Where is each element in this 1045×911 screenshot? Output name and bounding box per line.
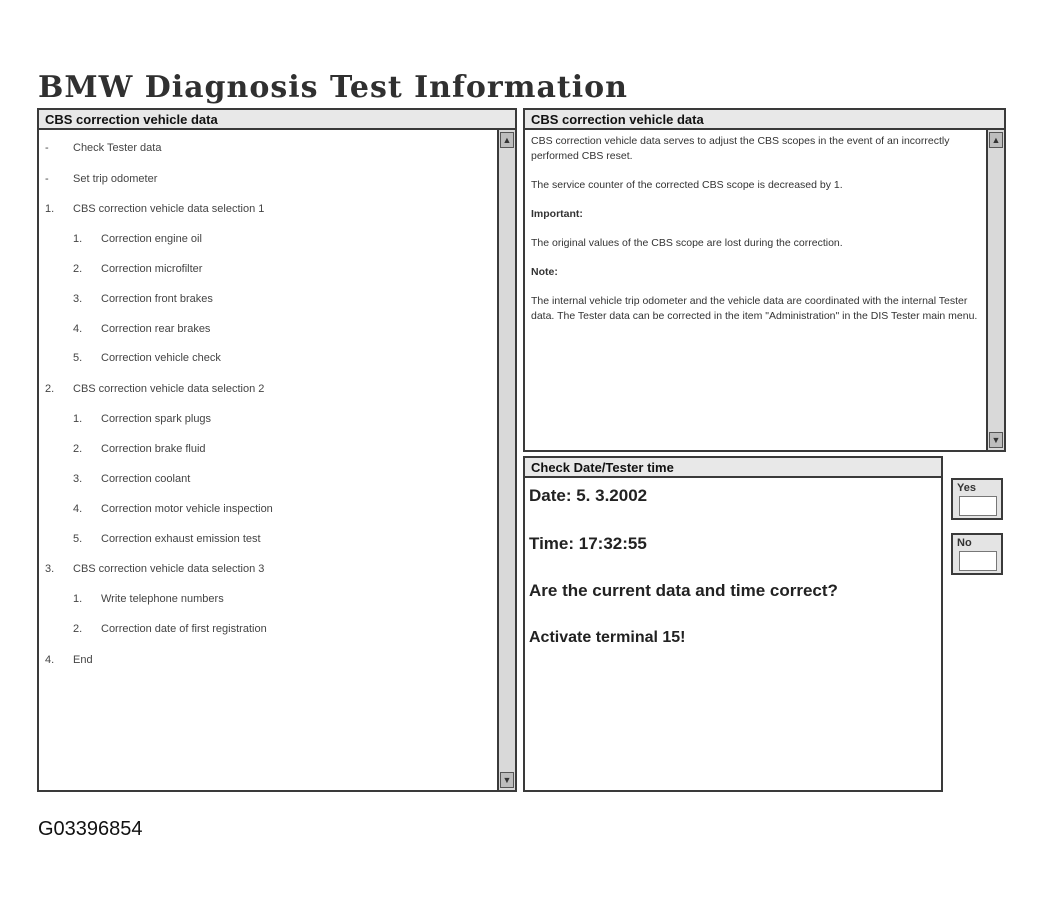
menu-item-label: End [73,654,93,666]
info-paragraph: The service counter of the corrected CBS scope is decreased by 1. [531,179,843,191]
menu-item[interactable]: 4. Correction rear brakes [73,323,211,335]
info-paragraph: CBS correction vehicle data serves to adjust the CBS scopes in the event of an incorrectly performed CBS reset. [531,135,950,162]
menu-item-label: Correction vehicle check [101,352,221,364]
scroll-up-button[interactable]: ▲ [989,132,1003,148]
menu-item-label: Correction microfilter [101,263,203,275]
menu-item-label: CBS correction vehicle data selection 3 [73,563,265,575]
menu-item[interactable]: 1. Write telephone numbers [73,593,224,605]
menu-item[interactable]: - Check Tester data [45,142,162,154]
menu-item[interactable]: 4. Correction motor vehicle inspection [73,503,273,515]
left-panel-scrollbar[interactable] [497,130,515,790]
scroll-down-button[interactable]: ▼ [989,432,1003,448]
menu-item-label: Correction spark plugs [101,413,212,425]
menu-item[interactable]: 2. Correction date of first registration [73,623,267,635]
no-button[interactable] [951,533,1003,575]
yes-button-label: Yes [957,482,976,494]
menu-item[interactable]: 5. Correction vehicle check [73,352,221,364]
terminal-instruction: Activate terminal 15! [529,629,686,646]
menu-item-label: Correction motor vehicle inspection [101,503,273,515]
menu-item[interactable]: 4. End [45,654,93,666]
scroll-up-button[interactable]: ▲ [500,132,514,148]
no-button-label: No [957,537,972,549]
menu-item-label: Check Tester data [73,142,162,154]
figure-code: G03396854 [38,818,143,840]
confirmation-question: Are the current data and time correct? [529,581,838,600]
scroll-down-button[interactable]: ▼ [500,772,514,788]
menu-item-label: Write telephone numbers [101,593,224,605]
left-panel-header: CBS correction vehicle data [37,108,517,130]
menu-item-label: Correction engine oil [101,233,202,245]
important-label: Important: [531,208,583,220]
yes-button[interactable] [951,478,1003,520]
menu-item-label: Correction brake fluid [101,443,206,455]
dialog-panel-header: Check Date/Tester time [523,456,943,478]
menu-item[interactable]: 1. Correction engine oil [73,233,202,245]
menu-item[interactable]: 3. CBS correction vehicle data selection 3 [45,563,265,575]
info-panel [523,128,1006,452]
menu-item-label: Correction exhaust emission test [101,533,261,545]
info-paragraph: The internal vehicle trip odometer and the vehicle data are coordinated with the internal Tester data. The Tester data can be corrected in the item "Administration" in the DIS Tester main menu. [531,295,978,322]
menu-item-label: Correction coolant [101,473,191,485]
menu-item[interactable]: 2. Correction brake fluid [73,443,206,455]
date-display: Date: 5. 3.2002 [529,486,648,505]
note-label: Note: [531,266,558,278]
menu-item[interactable]: 3. Correction front brakes [73,293,213,305]
menu-item[interactable]: 1. CBS correction vehicle data selection 1 [45,203,265,215]
dialog-panel [523,476,943,792]
menu-item[interactable]: 3. Correction coolant [73,473,191,485]
info-panel-scrollbar[interactable] [986,130,1004,450]
menu-item-label: CBS correction vehicle data selection 1 [73,203,265,215]
menu-item-label: Correction rear brakes [101,323,211,335]
menu-item[interactable]: 1. Correction spark plugs [73,413,212,425]
app-title: BMW Diagnosis Test Information [38,70,628,105]
info-paragraph: The original values of the CBS scope are lost during the correction. [531,237,843,249]
menu-item-label: Set trip odometer [73,173,158,185]
menu-item-label: CBS correction vehicle data selection 2 [73,383,265,395]
menu-item[interactable]: 2. CBS correction vehicle data selection 2 [45,383,265,395]
time-display: Time: 17:32:55 [529,534,647,553]
info-panel-header: CBS correction vehicle data [523,108,1006,130]
menu-item[interactable]: 2. Correction microfilter [73,263,203,275]
info-text [531,134,989,338]
menu-item[interactable]: 5. Correction exhaust emission test [73,533,261,545]
menu-item-label: Correction date of first registration [101,623,267,635]
left-panel-menu [37,128,517,792]
menu-item[interactable]: - Set trip odometer [45,173,158,185]
menu-item-label: Correction front brakes [101,293,213,305]
